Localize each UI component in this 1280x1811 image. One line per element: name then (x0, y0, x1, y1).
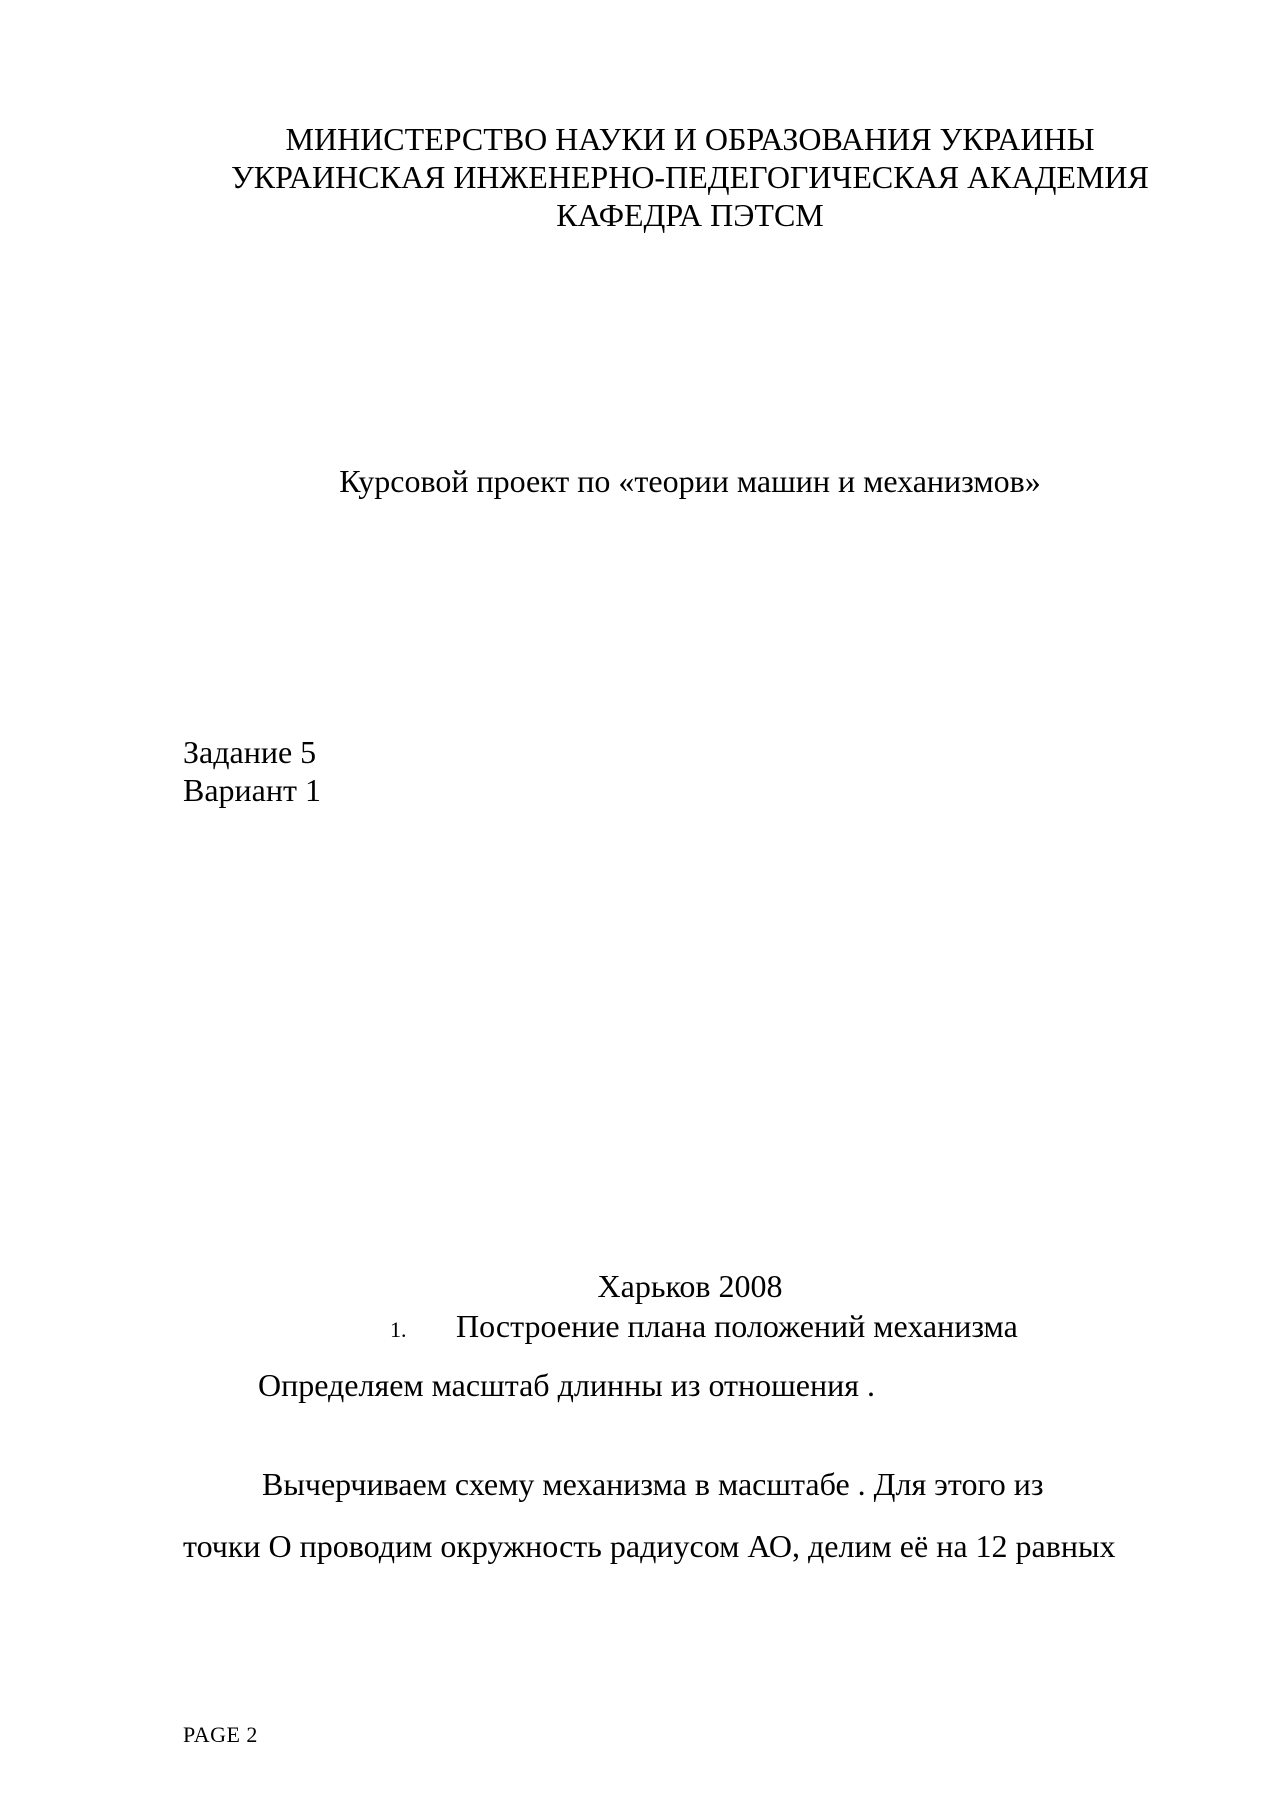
course-project-title: Курсовой проект по «теории машин и механизмов» (339, 463, 1041, 499)
paragraph-circle: точки О проводим окружность радиусом АО, делим её на 12 равных (183, 1528, 1116, 1564)
header-line-ministry: МИНИСТЕРСТВО НАУКИ И ОБРАЗОВАНИЯ УКРАИНЫ (285, 121, 1095, 157)
variant-number: Вариант 1 (183, 772, 321, 808)
header-line-department: КАФЕДРА ПЭТСМ (556, 197, 824, 233)
section-number: 1. (390, 1317, 407, 1342)
section-title: Построение плана положений механизма (456, 1308, 1018, 1344)
paragraph-draw-scheme: Вычерчиваем схему механизма в масштабе . Для этого из (262, 1466, 1044, 1502)
city-year: Харьков 2008 (597, 1268, 783, 1304)
assignment-number: Задание 5 (183, 734, 317, 770)
page-footer: PAGE 2 (183, 1722, 258, 1747)
ministry-header (0, 120, 1280, 234)
task-info (183, 733, 321, 809)
paragraph-scale: Определяем масштаб длинны из отношения . (258, 1367, 875, 1403)
header-line-academy: УКРАИНСКАЯ ИНЖЕНЕРНО-ПЕДЕГОГИЧЕСКАЯ АКАДЕМИЯ (231, 159, 1149, 195)
section-heading (390, 1308, 1018, 1345)
